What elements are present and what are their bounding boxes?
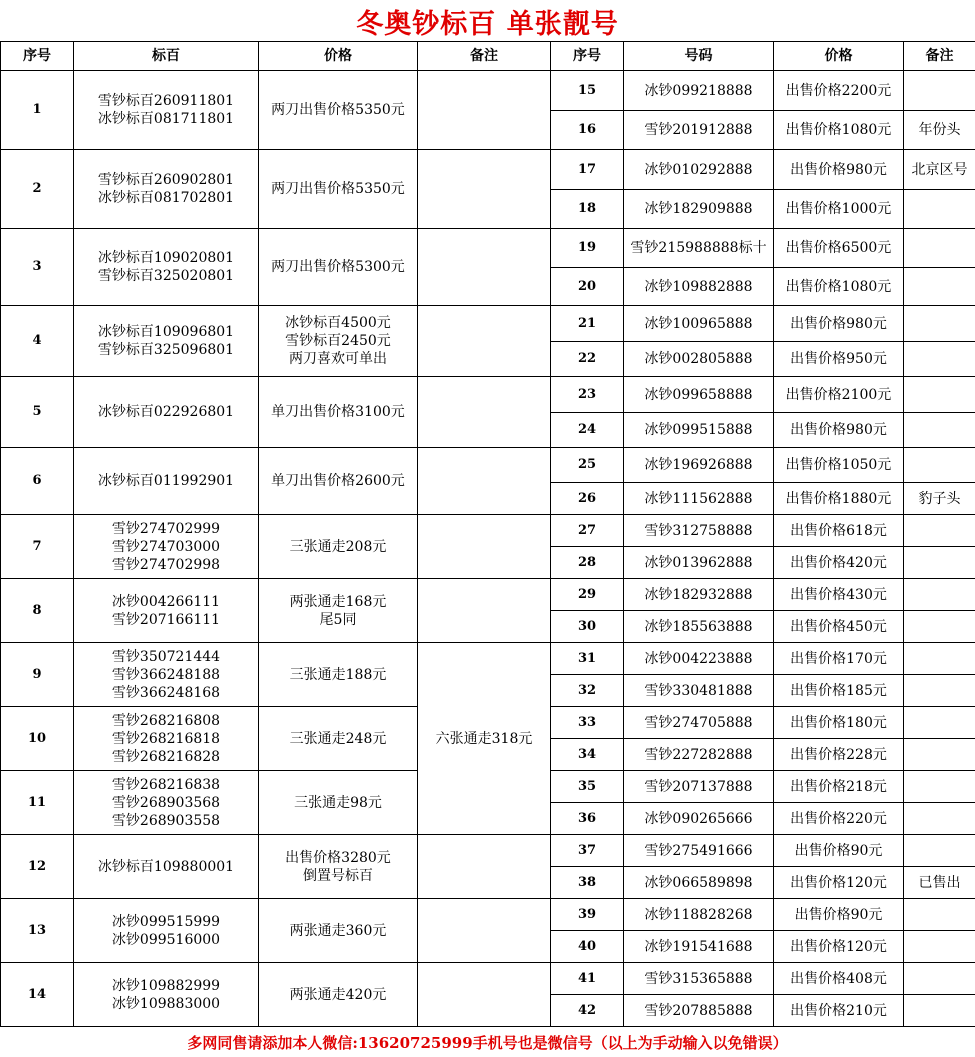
left-row-price: 两刀出售价格5350元 — [259, 71, 418, 150]
right-row-code: 冰钞191541688 — [624, 931, 774, 963]
left-row-price: 单刀出售价格2600元 — [259, 448, 418, 515]
right-row-number: 38 — [551, 867, 624, 899]
right-row-price: 出售价格228元 — [774, 739, 904, 771]
table-row — [1, 963, 975, 995]
page-title: 冬奥钞标百 单张靓号 — [0, 0, 975, 42]
right-row-note — [904, 547, 975, 579]
table-row — [1, 448, 975, 483]
right-row-price: 出售价格980元 — [774, 306, 904, 342]
right-row-number: 40 — [551, 931, 624, 963]
right-row-note — [904, 611, 975, 643]
right-row-note — [904, 413, 975, 448]
right-row-price: 出售价格950元 — [774, 342, 904, 377]
right-row-code: 雪钞275491666 — [624, 835, 774, 867]
left-row-number: 12 — [1, 835, 74, 899]
right-row-note: 豹子头 — [904, 483, 975, 515]
right-row-note — [904, 448, 975, 483]
right-row-code: 雪钞330481888 — [624, 675, 774, 707]
right-row-number: 26 — [551, 483, 624, 515]
left-row-codes: 雪钞350721444 雪钞366248188 雪钞366248168 — [74, 643, 259, 707]
right-row-price: 出售价格6500元 — [774, 229, 904, 268]
right-row-number: 24 — [551, 413, 624, 448]
right-row-number: 37 — [551, 835, 624, 867]
header-right-note: 备注 — [904, 42, 975, 71]
right-row-code: 冰钞182932888 — [624, 579, 774, 611]
right-row-price: 出售价格980元 — [774, 150, 904, 190]
table-row — [1, 643, 975, 675]
left-row-price: 两刀出售价格5300元 — [259, 229, 418, 306]
right-row-number: 33 — [551, 707, 624, 739]
right-row-number: 18 — [551, 190, 624, 229]
left-row-number: 3 — [1, 229, 74, 306]
table-row — [1, 835, 975, 867]
header-right-no: 序号 — [551, 42, 624, 71]
left-row-note — [418, 963, 551, 1027]
left-row-codes: 冰钞标百109020801 雪钞标百325020801 — [74, 229, 259, 306]
right-row-price: 出售价格2200元 — [774, 71, 904, 111]
header-left-note: 备注 — [418, 42, 551, 71]
right-row-price: 出售价格185元 — [774, 675, 904, 707]
right-row-code: 冰钞013962888 — [624, 547, 774, 579]
right-row-number: 32 — [551, 675, 624, 707]
right-row-price: 出售价格180元 — [774, 707, 904, 739]
right-row-number: 36 — [551, 803, 624, 835]
right-row-note — [904, 771, 975, 803]
right-row-number: 15 — [551, 71, 624, 111]
right-row-number: 29 — [551, 579, 624, 611]
table-row — [1, 229, 975, 268]
right-row-note — [904, 190, 975, 229]
right-row-number: 34 — [551, 739, 624, 771]
right-row-number: 19 — [551, 229, 624, 268]
left-row-number: 1 — [1, 71, 74, 150]
right-row-note — [904, 71, 975, 111]
right-row-note — [904, 739, 975, 771]
header-left-code: 标百 — [74, 42, 259, 71]
left-row-number: 2 — [1, 150, 74, 229]
left-row-number: 11 — [1, 771, 74, 835]
left-row-note — [418, 377, 551, 448]
left-row-note — [418, 448, 551, 515]
right-row-price: 出售价格1080元 — [774, 111, 904, 150]
right-row-code: 冰钞002805888 — [624, 342, 774, 377]
right-row-note — [904, 306, 975, 342]
right-row-price: 出售价格218元 — [774, 771, 904, 803]
right-row-price: 出售价格170元 — [774, 643, 904, 675]
right-row-number: 25 — [551, 448, 624, 483]
left-row-number: 9 — [1, 643, 74, 707]
left-row-price: 三张通走188元 — [259, 643, 418, 707]
right-row-code: 雪钞215988888标十 — [624, 229, 774, 268]
right-row-code: 雪钞312758888 — [624, 515, 774, 547]
right-row-price: 出售价格980元 — [774, 413, 904, 448]
right-row-price: 出售价格450元 — [774, 611, 904, 643]
left-row-number: 6 — [1, 448, 74, 515]
left-row-number: 10 — [1, 707, 74, 771]
left-row-price: 两刀出售价格5350元 — [259, 150, 418, 229]
left-row-price: 出售价格3280元 倒置号标百 — [259, 835, 418, 899]
right-row-number: 31 — [551, 643, 624, 675]
right-row-note — [904, 963, 975, 995]
right-row-price: 出售价格90元 — [774, 899, 904, 931]
left-row-number: 13 — [1, 899, 74, 963]
left-row-codes: 冰钞标百109880001 — [74, 835, 259, 899]
right-row-number: 17 — [551, 150, 624, 190]
right-row-code: 冰钞066589898 — [624, 867, 774, 899]
left-row-note — [418, 899, 551, 963]
right-row-price: 出售价格408元 — [774, 963, 904, 995]
right-row-code: 冰钞004223888 — [624, 643, 774, 675]
left-row-price: 两张通走420元 — [259, 963, 418, 1027]
right-row-price: 出售价格120元 — [774, 867, 904, 899]
right-row-number: 27 — [551, 515, 624, 547]
right-row-price: 出售价格120元 — [774, 931, 904, 963]
table-row — [1, 377, 975, 413]
right-row-price: 出售价格420元 — [774, 547, 904, 579]
left-row-note — [418, 835, 551, 899]
table-row — [1, 306, 975, 342]
right-row-note — [904, 931, 975, 963]
right-row-note: 年份头 — [904, 111, 975, 150]
left-row-codes: 冰钞标百109096801 雪钞标百325096801 — [74, 306, 259, 377]
right-row-price: 出售价格1000元 — [774, 190, 904, 229]
left-row-note — [418, 306, 551, 377]
left-row-price: 三张通走248元 — [259, 707, 418, 771]
right-row-code: 冰钞099218888 — [624, 71, 774, 111]
table-row — [1, 150, 975, 190]
table-row — [1, 579, 975, 611]
right-row-note — [904, 268, 975, 306]
right-row-code: 冰钞099515888 — [624, 413, 774, 448]
right-row-code: 雪钞227282888 — [624, 739, 774, 771]
right-row-price: 出售价格618元 — [774, 515, 904, 547]
right-row-note — [904, 995, 975, 1027]
contact-footer: 多网同售请添加本人微信:13620725999手机号也是微信号（以上为手动输入以免错误） — [0, 1026, 975, 1057]
right-row-code: 雪钞315365888 — [624, 963, 774, 995]
left-row-codes: 雪钞274702999 雪钞274703000 雪钞274702998 — [74, 515, 259, 579]
right-row-code: 雪钞274705888 — [624, 707, 774, 739]
right-row-code: 雪钞207885888 — [624, 995, 774, 1027]
right-row-price: 出售价格90元 — [774, 835, 904, 867]
right-row-code: 冰钞182909888 — [624, 190, 774, 229]
right-row-number: 30 — [551, 611, 624, 643]
left-row-number: 4 — [1, 306, 74, 377]
right-row-number: 21 — [551, 306, 624, 342]
left-row-number: 8 — [1, 579, 74, 643]
right-row-price: 出售价格220元 — [774, 803, 904, 835]
right-row-note — [904, 803, 975, 835]
merged-note: 六张通走318元 — [418, 643, 551, 835]
listing-table — [0, 41, 975, 1027]
right-row-note — [904, 707, 975, 739]
right-row-note — [904, 675, 975, 707]
right-row-number: 20 — [551, 268, 624, 306]
right-row-number: 28 — [551, 547, 624, 579]
right-row-number: 23 — [551, 377, 624, 413]
right-row-number: 39 — [551, 899, 624, 931]
right-row-note — [904, 377, 975, 413]
right-row-price: 出售价格430元 — [774, 579, 904, 611]
header-left-no: 序号 — [1, 42, 74, 71]
left-row-price: 冰钞标百4500元 雪钞标百2450元 两刀喜欢可单出 — [259, 306, 418, 377]
right-row-note: 已售出 — [904, 867, 975, 899]
right-row-number: 41 — [551, 963, 624, 995]
right-row-note — [904, 342, 975, 377]
right-row-number: 35 — [551, 771, 624, 803]
right-row-note — [904, 835, 975, 867]
right-row-note — [904, 899, 975, 931]
left-row-codes: 雪钞268216808 雪钞268216818 雪钞268216828 — [74, 707, 259, 771]
right-row-note — [904, 229, 975, 268]
header-row — [1, 42, 975, 71]
left-row-number: 7 — [1, 515, 74, 579]
left-row-codes: 冰钞004266111 雪钞207166111 — [74, 579, 259, 643]
left-row-note — [418, 150, 551, 229]
right-row-note — [904, 643, 975, 675]
right-row-code: 冰钞100965888 — [624, 306, 774, 342]
right-row-code: 雪钞207137888 — [624, 771, 774, 803]
left-row-note — [418, 71, 551, 150]
header-left-price: 价格 — [259, 42, 418, 71]
table-body — [1, 71, 975, 1027]
header-right-price: 价格 — [774, 42, 904, 71]
right-row-code: 冰钞111562888 — [624, 483, 774, 515]
right-row-code: 冰钞118828268 — [624, 899, 774, 931]
left-row-number: 5 — [1, 377, 74, 448]
header-right-code: 号码 — [624, 42, 774, 71]
right-row-number: 42 — [551, 995, 624, 1027]
right-row-code: 冰钞090265666 — [624, 803, 774, 835]
right-row-code: 冰钞185563888 — [624, 611, 774, 643]
right-row-code: 冰钞109882888 — [624, 268, 774, 306]
right-row-number: 16 — [551, 111, 624, 150]
right-row-price: 出售价格210元 — [774, 995, 904, 1027]
right-row-note — [904, 579, 975, 611]
right-row-code: 冰钞099658888 — [624, 377, 774, 413]
left-row-price: 单刀出售价格3100元 — [259, 377, 418, 448]
left-row-codes: 雪钞标百260911801 冰钞标百081711801 — [74, 71, 259, 150]
right-row-number: 22 — [551, 342, 624, 377]
table-row — [1, 515, 975, 547]
left-row-price: 三张通走98元 — [259, 771, 418, 835]
right-row-note — [904, 515, 975, 547]
left-row-codes: 雪钞标百260902801 冰钞标百081702801 — [74, 150, 259, 229]
table-row — [1, 71, 975, 111]
right-row-price: 出售价格1080元 — [774, 268, 904, 306]
left-row-codes: 雪钞268216838 雪钞268903568 雪钞268903558 — [74, 771, 259, 835]
left-row-note — [418, 579, 551, 643]
left-row-codes: 冰钞标百011992901 — [74, 448, 259, 515]
left-row-price: 两张通走168元 尾5同 — [259, 579, 418, 643]
table-row — [1, 899, 975, 931]
right-row-price: 出售价格1880元 — [774, 483, 904, 515]
left-row-price: 三张通走208元 — [259, 515, 418, 579]
right-row-price: 出售价格1050元 — [774, 448, 904, 483]
left-row-price: 两张通走360元 — [259, 899, 418, 963]
right-row-code: 冰钞196926888 — [624, 448, 774, 483]
right-row-note: 北京区号 — [904, 150, 975, 190]
right-row-code: 雪钞201912888 — [624, 111, 774, 150]
left-row-codes: 冰钞标百022926801 — [74, 377, 259, 448]
left-row-number: 14 — [1, 963, 74, 1027]
left-row-note — [418, 515, 551, 579]
left-row-codes: 冰钞099515999 冰钞099516000 — [74, 899, 259, 963]
right-row-code: 冰钞010292888 — [624, 150, 774, 190]
left-row-note — [418, 229, 551, 306]
left-row-codes: 冰钞109882999 冰钞109883000 — [74, 963, 259, 1027]
right-row-price: 出售价格2100元 — [774, 377, 904, 413]
